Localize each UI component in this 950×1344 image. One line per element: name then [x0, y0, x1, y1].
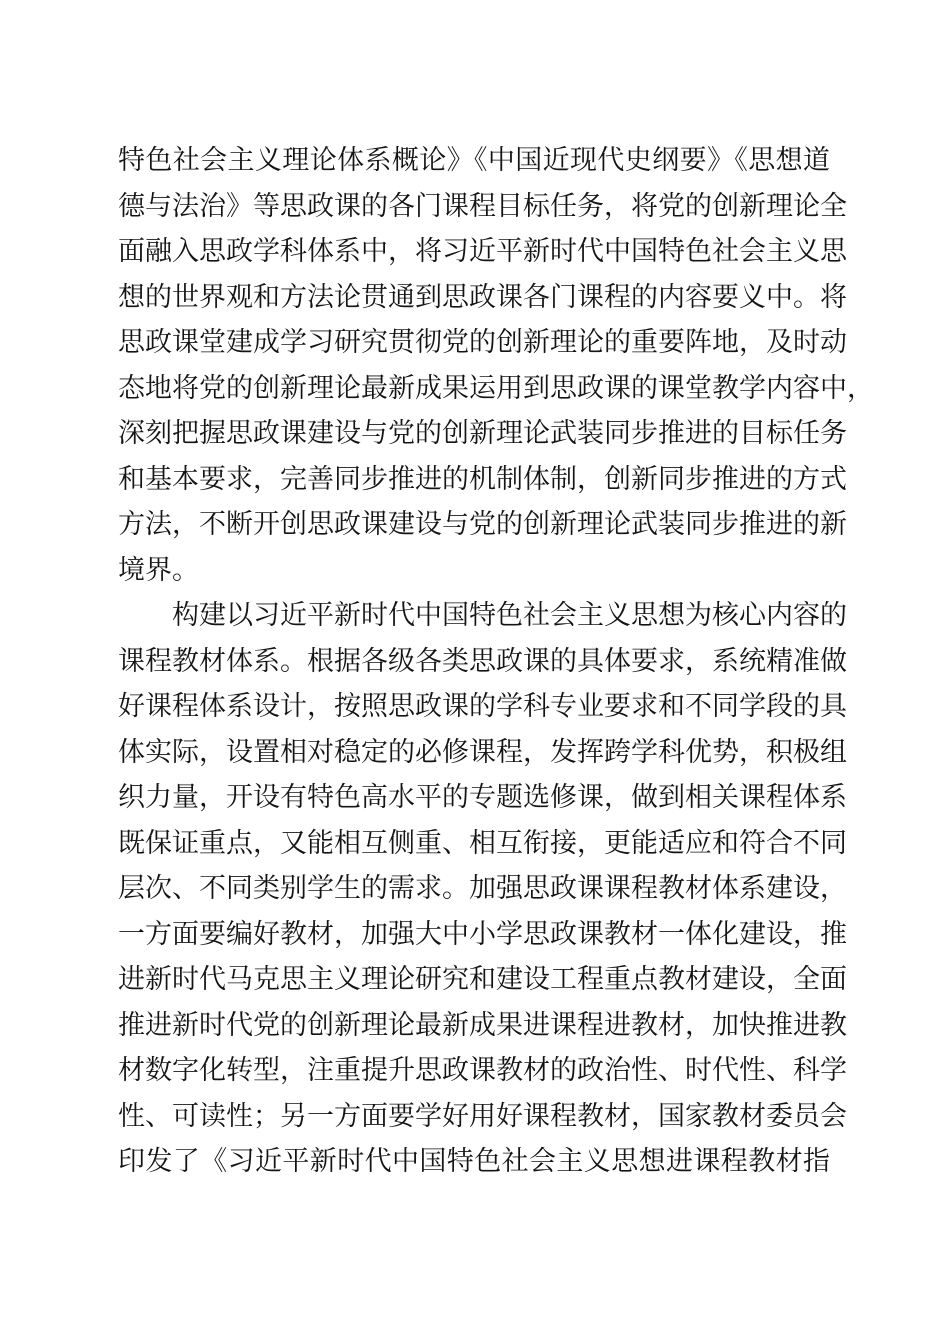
text-line: 态地将党的创新理论最新成果运用到思政课的课堂教学内容中，	[118, 372, 874, 404]
text-line: 印发了《习近平新时代中国特色社会主义思想进课程教材指	[118, 1146, 830, 1177]
text-line: 推进新时代党的创新理论最新成果进课程进教材，加快推进教	[118, 1009, 847, 1041]
text-line: 和基本要求，完善同步推进的机制体制，创新同步推进的方式	[118, 463, 847, 495]
text-line: 进新时代马克思主义理论研究和建设工程重点教材建设，全面	[118, 964, 847, 995]
text-line: 层次、不同类别学生的需求。加强思政课课程教材体系建设，	[118, 873, 847, 904]
text-line: 既保证重点，又能相互侧重、相互衔接，更能适应和符合不同	[118, 827, 847, 859]
text-line: 思政课堂建成学习研究贯彻党的创新理论的重要阵地，及时动	[118, 327, 847, 358]
text-line: 材数字化转型，注重提升思政课教材的政治性、时代性、科学	[118, 1055, 847, 1086]
text-line: 一方面要编好教材，加强大中小学思政课教材一体化建设，推	[118, 918, 847, 950]
text-line: 境界。	[118, 554, 199, 586]
text-line: 体实际，设置相对稳定的必修课程，发挥跨学科优势，积极组	[118, 736, 847, 768]
text-line: 想的世界观和方法论贯通到思政课各门课程的内容要义中。将	[118, 281, 847, 313]
text-line: 性、可读性；另一方面要学好用好课程教材，国家教材委员会	[118, 1100, 847, 1132]
paragraph-2	[118, 593, 847, 1185]
text-line: 构建以习近平新时代中国特色社会主义思想为核心内容的	[172, 600, 847, 631]
text-line: 面融入思政学科体系中，将习近平新时代中国特色社会主义思	[118, 236, 847, 267]
text-line: 特色社会主义理论体系概论》《中国近现代史纲要》《思想道	[118, 145, 830, 176]
paragraph-1	[118, 138, 874, 593]
text-line: 深刻把握思政课建设与党的创新理论武装同步推进的目标任务	[118, 418, 847, 449]
document-body	[118, 138, 874, 1185]
text-line: 织力量，开设有特色高水平的专题选修课，做到相关课程体系	[118, 782, 847, 813]
text-line: 方法，不断开创思政课建设与党的创新理论武装同步推进的新	[118, 509, 847, 540]
text-line: 课程教材体系。根据各级各类思政课的具体要求，系统精准做	[118, 645, 847, 677]
text-line: 好课程体系设计，按照思政课的学科专业要求和不同学段的具	[118, 691, 847, 722]
text-line: 德与法治》等思政课的各门课程目标任务，将党的创新理论全	[118, 190, 847, 222]
